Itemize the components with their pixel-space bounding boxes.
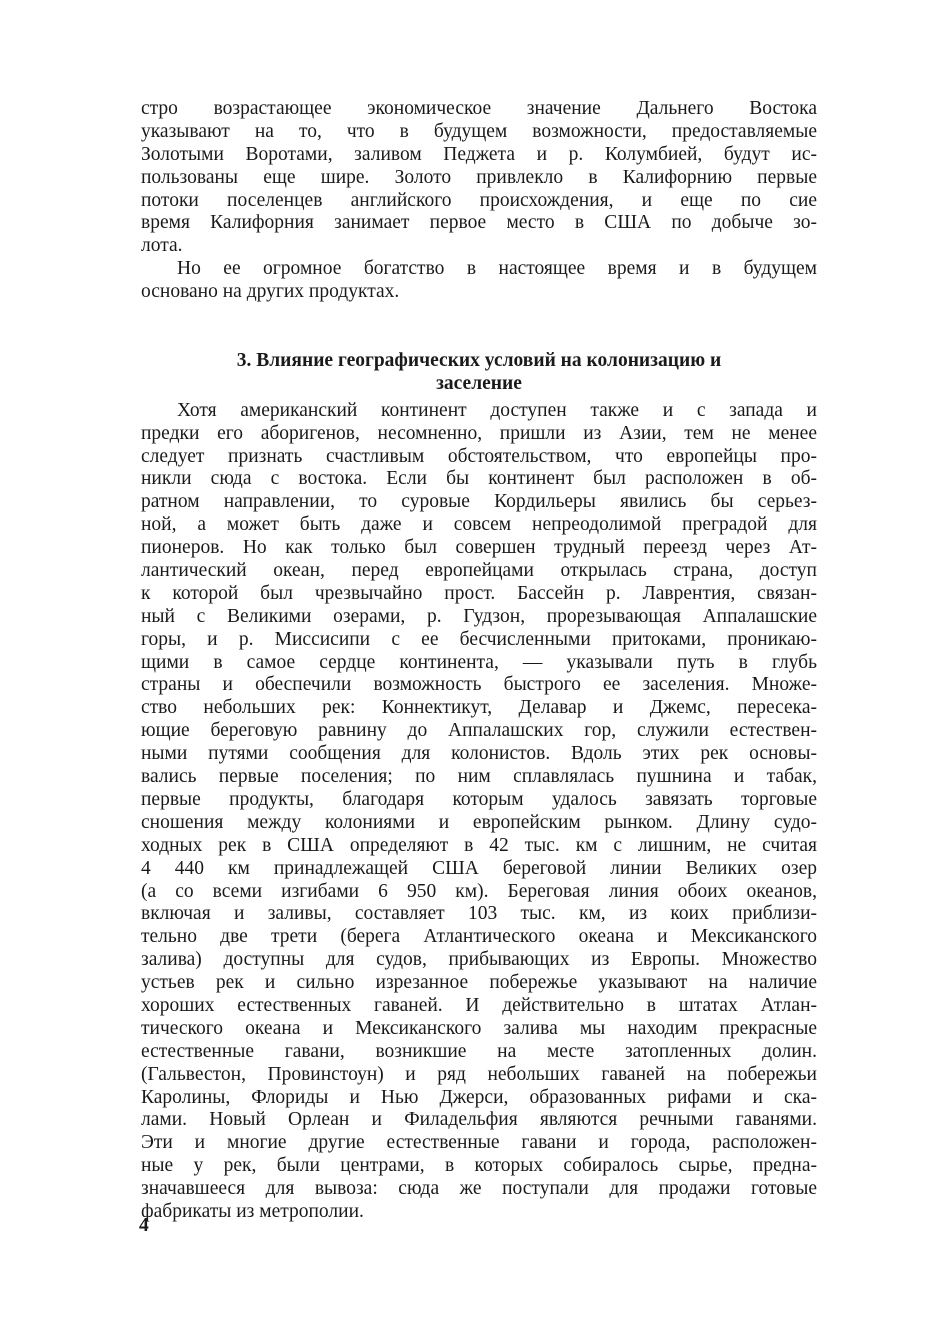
text-line: сношения между колониями и европейским рынком. Длину судо- — [141, 811, 817, 833]
text-line: тического океана и Мексиканского залива мы находим прекрасные — [141, 1017, 817, 1039]
text-line: Каролины, Флориды и Нью Джерси, образованных рифами и ска- — [141, 1086, 817, 1108]
text-line: горы, и р. Миссисипи с ее бесчисленными притоками, проникаю- — [141, 628, 817, 650]
text-line: ный с Великими озерами, р. Гудзон, прорезывающая Аппалашские — [141, 605, 817, 627]
text-line: время Калифорния занимает первое место в США по добыче зо- — [141, 212, 817, 234]
text-line: к которой был чрезвычайно прост. Бассейн р. Лаврентия, связан- — [141, 582, 817, 604]
text-line: стро возрастающее экономическое значение Дальнего Востока — [141, 98, 817, 119]
text-line: щими в самое сердце континента, — указывали путь в глубь — [141, 651, 817, 673]
text-line: тельно две трети (берега Атлантического океана и Мексиканского — [141, 926, 817, 948]
text-line: ство небольших рек: Коннектикут, Делавар и Джемс, пересека- — [141, 697, 817, 719]
text-line: лами. Новый Орлеан и Филадельфия являются речными гаванями. — [141, 1109, 817, 1131]
text-line: ратном направлении, то суровые Кордильеры явились бы серьез- — [141, 491, 817, 513]
text-line: естественные гавани, возникшие на месте затопленных долин. — [141, 1040, 817, 1062]
text-line: Хотя американский континент доступен также и с запада и — [177, 399, 817, 421]
section-heading — [141, 350, 817, 396]
text-line: основано на других продуктах. — [141, 281, 400, 303]
text-line: предки его аборигенов, несомненно, пришли из Азии, тем не менее — [141, 422, 817, 444]
text-line: Но ее огромное богатство в настоящее время и в будущем — [177, 258, 817, 280]
text-line: пользованы еще шире. Золото привлекло в Калифорнию первые — [141, 166, 817, 188]
page-number: 4 — [139, 1215, 149, 1236]
text-line: Золотыми Воротами, заливом Педжета и р. Колумбией, будут ис- — [141, 143, 817, 165]
text-line: включая и заливы, составляет 103 тыс. км, из коих приблизи- — [141, 903, 817, 925]
page-body — [141, 98, 817, 1224]
text-line: хороших естественных гаваней. И действительно в штатах Атлан- — [141, 994, 817, 1016]
text-line: (а со всеми изгибами 6 950 км). Береговая линия обоих океанов, — [141, 880, 817, 902]
text-line: лота. — [141, 235, 183, 257]
text-line: пионеров. Но как только был совершен трудный переезд через Ат- — [141, 537, 817, 559]
text-line: первые продукты, благодаря которым удалось завязать торговые — [141, 788, 817, 810]
text-line: значавшееся для вывоза: сюда же поступали для продажи готовые — [141, 1178, 817, 1200]
paragraph-colonization — [141, 400, 817, 1224]
paragraph-continuation — [141, 98, 817, 258]
heading-line: 3. Влияние географических условий на колонизацию и — [236, 350, 722, 372]
text-line: фабрикаты из метрополии. — [141, 1200, 364, 1222]
text-line: ющие береговую равнину до Аппалашских гор, служили естествен- — [141, 720, 817, 742]
text-line: ными путями сообщения для колонистов. Вдоль этих рек основы- — [141, 743, 817, 765]
text-line: лантический океан, перед европейцами открылась страна, доступ — [141, 560, 817, 582]
text-line: потоки поселенцев английского происхождения, и еще по сие — [141, 189, 817, 211]
text-line: никли сюда с востока. Если бы континент был расположен в об- — [141, 468, 817, 490]
text-line: устьев рек и сильно изрезанное побережье указывают на наличие — [141, 972, 817, 994]
text-line: Эти и многие другие естественные гавани и города, расположен- — [141, 1132, 817, 1154]
text-line: ные у рек, были центрами, в которых собиралось сырье, предна- — [141, 1155, 817, 1177]
text-line: залива) доступны для судов, прибывающих из Европы. Множество — [141, 949, 817, 971]
text-line: страны и обеспечили возможность быстрого ее заселения. Множе- — [141, 674, 817, 696]
section-spacer — [141, 304, 817, 350]
text-line: вались первые поселения; по ним сплавлялась пушнина и табак, — [141, 766, 817, 788]
text-line: следует признать счастливым обстоятельством, что европейцы про- — [141, 445, 817, 467]
text-line: ходных рек в США определяют в 42 тыс. км с лишним, не считая — [141, 834, 817, 856]
text-line: (Гальвестон, Провинстоун) и ряд небольших гаваней на побережьи — [141, 1063, 817, 1085]
text-line: ной, а может быть даже и совсем непреодолимой преградой для — [141, 514, 817, 536]
text-line: указывают на то, что в будущем возможности, предоставляемые — [141, 120, 817, 142]
text-line: 4 440 км принадлежащей США береговой линии Великих озер — [141, 857, 817, 879]
paragraph-riches — [141, 258, 817, 304]
heading-line: заселение — [436, 372, 522, 394]
